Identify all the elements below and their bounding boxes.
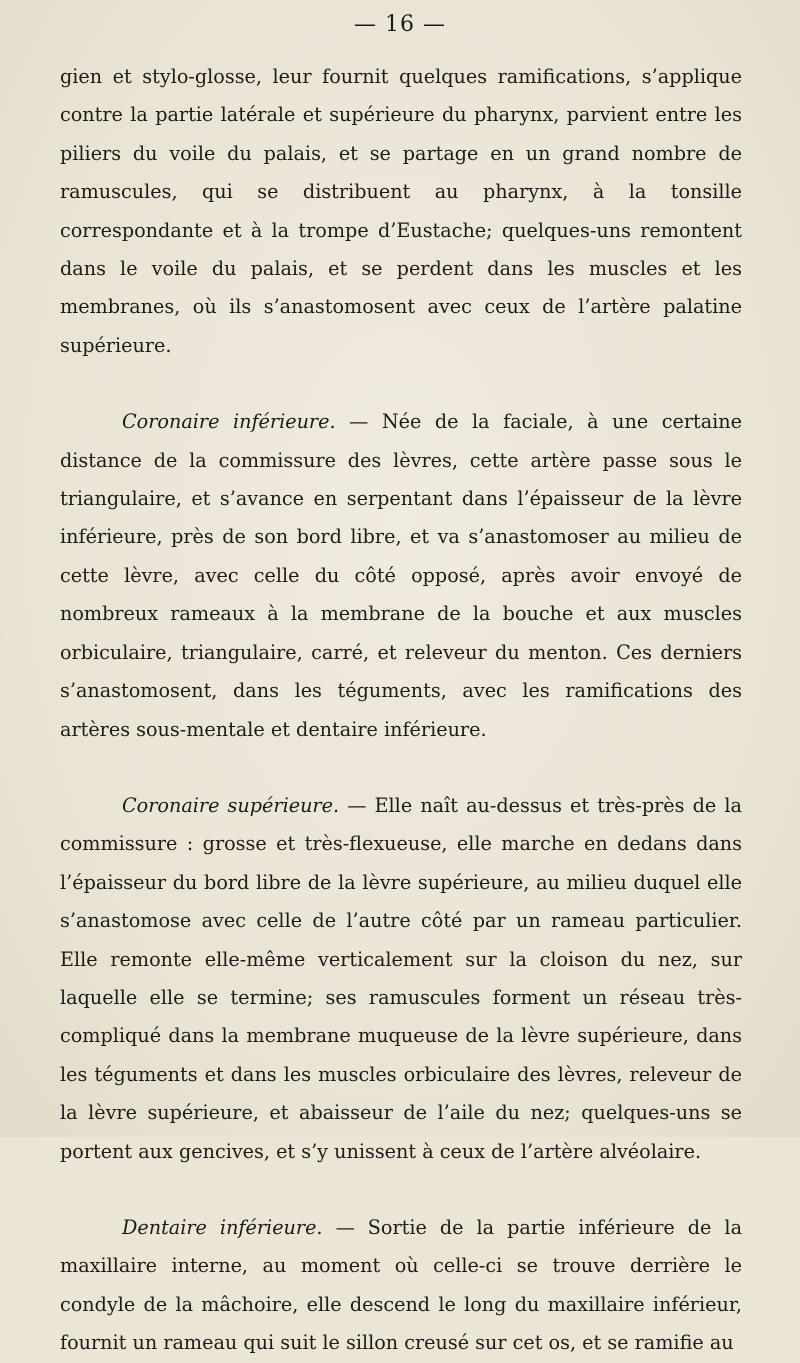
paragraph-dentaire-inferieure bbox=[60, 1209, 742, 1363]
section-heading-dentaire-inferieure: Dentaire inférieure. bbox=[122, 1215, 323, 1239]
paragraph-continuation bbox=[60, 58, 742, 365]
paragraph-text: — Elle naît au-dessus et très-près de la commissure : grosse et très-flexueuse, elle marche en dedans dans l’épaisseur du bord libre de la lèvre supérieure, au milieu duquel elle s’anastomose avec celle de l’autre côté par un rameau particulier. Elle remonte elle-même verticalement sur la cloison du nez, sur laquelle elle se termine; ses ramuscules forment un réseau très-compliqué dans la membrane muqueuse de la lèvre supérieure, dans les téguments et dans les muscles orbiculaire des lèvres, releveur de la lèvre supérieure, et abaisseur de l’aile du nez; quelques-uns se portent aux gencives, et s’y unissent à ceux de l’artère alvéolaire. bbox=[60, 793, 742, 1163]
page-number: — 16 — bbox=[354, 12, 446, 37]
paragraph-text: — Née de la faciale, à une certaine distance de la commissure des lèvres, cette artère passe sous le triangulaire, et s’avance en serpentant dans l’épaisseur de la lèvre inférieure, près de son bord libre, et va s’anastomoser au milieu de cette lèvre, avec celle du côté opposé, après avoir envoyé de nombreux rameaux à la membrane de la bouche et aux muscles orbiculaire, triangulaire, carré, et releveur du menton. Ces derniers s’anastomosent, dans les téguments, avec les ramifications des artères sous-mentale et dentaire inférieure. bbox=[60, 410, 742, 741]
body-text bbox=[60, 58, 742, 1363]
section-heading-coronaire-inferieure: Coronaire inférieure. bbox=[122, 410, 336, 434]
paragraph-text: — Sortie de la partie inférieure de la maxillaire interne, au moment où celle-ci se trouve derrière le condyle de la mâchoire, elle descend le long du maxillaire inférieur, fournit un rameau qui suit le sillon creusé sur cet os, et se ramifie au bbox=[60, 1215, 743, 1355]
paragraph-coronaire-inferieure bbox=[60, 403, 742, 749]
section-heading-coronaire-superieure: Coronaire supérieure. bbox=[122, 793, 340, 817]
paragraph-text: gien et stylo-glosse, leur fournit quelques ramifications, s’applique contre la partie latérale et supérieure du pharynx, parvient entre les piliers du voile du palais, et se partage en un grand nombre de ramuscules, qui se distribuent au pharynx, à la tonsille correspondante et à la trompe d’Eustache; quelques-uns remontent dans le voile du palais, et se perdent dans les muscles et les membranes, où ils s’anastomosent avec ceux de l’artère palatine supérieure. bbox=[60, 65, 742, 357]
paragraph-coronaire-superieure bbox=[60, 787, 742, 1171]
